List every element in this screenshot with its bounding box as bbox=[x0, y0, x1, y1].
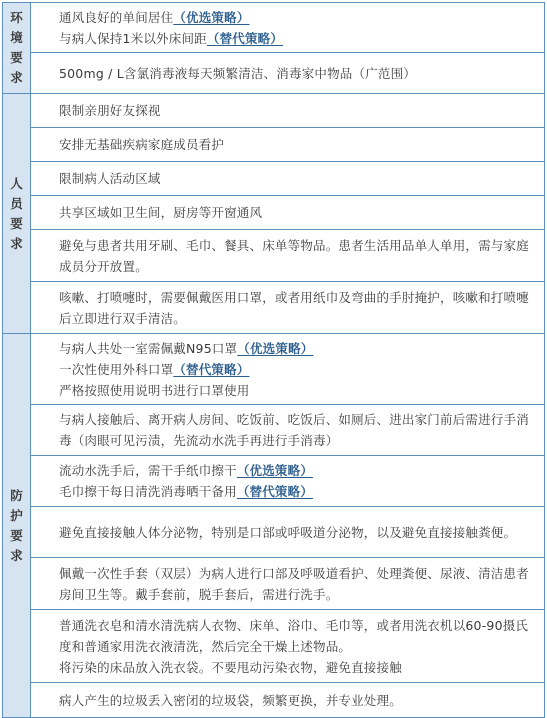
home-isolation-guideline-table bbox=[2, 2, 545, 718]
alternative-strategy-label: （替代策略） bbox=[173, 361, 250, 377]
preferred-strategy-label: （优选策略） bbox=[237, 340, 314, 356]
item-text: 流动水洗手后，需干手纸巾擦干 bbox=[59, 463, 237, 478]
category-environment bbox=[3, 3, 31, 94]
protect-row-2 bbox=[3, 405, 545, 456]
people-row-6 bbox=[3, 282, 545, 334]
category-char: 防 bbox=[10, 487, 23, 503]
people-item-cough-etiquette: 咳嗽、打喷嚏时，需要佩戴医用口罩，或者用纸巾及弯曲的手肘掩护，咳嗽和打喷嚏后立即进行双手清洁。 bbox=[31, 282, 545, 334]
people-row-5 bbox=[3, 230, 545, 282]
env-item-disinfection: 500mg / L含氯消毒液每天频繁清洁、消毒家中物品（广范围） bbox=[31, 53, 545, 94]
protect-item-avoid-secretions: 避免直接接触人体分泌物，特别是口部或呼吸道分泌物，以及避免直接接触粪便。 bbox=[31, 507, 545, 558]
category-char: 人 bbox=[10, 175, 23, 191]
category-char: 要 bbox=[10, 215, 23, 231]
category-char: 要 bbox=[10, 527, 23, 543]
env-row-2 bbox=[3, 53, 545, 94]
protect-row-6 bbox=[3, 610, 545, 683]
category-char: 求 bbox=[10, 235, 23, 251]
protect-row-3 bbox=[3, 456, 545, 507]
protect-item-masks bbox=[31, 334, 545, 405]
category-char: 环 bbox=[10, 10, 23, 25]
item-text: 与病人保持1米以外床间距 bbox=[59, 30, 207, 46]
env-row-1 bbox=[3, 3, 545, 53]
item-text: 毛巾擦干每日清洗消毒晒干备用 bbox=[59, 484, 237, 499]
protect-item-garbage: 病人产生的垃圾丢入密闭的垃圾袋，频繁更换，并专业处理。 bbox=[31, 683, 545, 718]
alternative-strategy-label: （替代策略） bbox=[236, 484, 314, 499]
protect-row-1 bbox=[3, 334, 545, 405]
people-row-2 bbox=[3, 128, 545, 162]
category-char: 员 bbox=[10, 195, 23, 211]
env-item-ventilation bbox=[31, 3, 545, 53]
category-personnel bbox=[3, 94, 31, 334]
protect-item-hand-disinfection: 与病人接触后、离开病人房间、吃饭前、吃饭后、如厕后、进出家门前后需进行手消毒（肉眼可见污渍，先流动水洗手再进行手消毒） bbox=[31, 405, 545, 456]
preferred-strategy-label: （优选策略） bbox=[173, 9, 250, 25]
protect-row-5 bbox=[3, 558, 545, 610]
item-text: 严格按照使用说明书进行口罩使用 bbox=[59, 382, 250, 398]
item-text: 与病人共处一室需佩戴N95口罩 bbox=[59, 340, 238, 356]
category-char: 求 bbox=[10, 70, 23, 85]
category-char: 求 bbox=[10, 547, 23, 563]
people-item-limit-visits: 限制亲朋好友探视 bbox=[31, 94, 545, 128]
item-text: 通风良好的单间居住 bbox=[59, 9, 174, 25]
protect-row-7 bbox=[3, 683, 545, 718]
alternative-strategy-label: （替代策略） bbox=[206, 30, 284, 46]
people-row-1 bbox=[3, 94, 545, 128]
people-item-caregiver: 安排无基础疾病家庭成员看护 bbox=[31, 128, 545, 162]
people-item-shared-area: 共享区域如卫生间，厨房等开窗通风 bbox=[31, 196, 545, 230]
people-item-activity-area: 限制病人活动区域 bbox=[31, 162, 545, 196]
people-row-4 bbox=[3, 196, 545, 230]
category-char: 护 bbox=[10, 507, 23, 523]
category-protection bbox=[3, 334, 31, 718]
protect-item-gloves: 佩戴一次性手套（双层）为病人进行口部及呼吸道看护、处理粪便、尿液、清洁患者房间卫生等。戴手套前，脱手套后，需进行洗手。 bbox=[31, 558, 545, 610]
category-char: 境 bbox=[10, 30, 23, 45]
item-text: 一次性使用外科口罩 bbox=[59, 361, 174, 377]
protect-row-4 bbox=[3, 507, 545, 558]
protect-item-hand-drying bbox=[31, 456, 545, 507]
preferred-strategy-label: （优选策略） bbox=[236, 463, 314, 478]
category-char: 要 bbox=[10, 50, 23, 65]
people-item-personal-items: 避免与患者共用牙刷、毛巾、餐具、床单等物品。患者生活用品单人单用，需与家庭成员分开放置。 bbox=[31, 230, 545, 282]
protect-item-laundry: 普通洗衣皂和清水清洗病人衣物、床单、浴巾、毛巾等，或者用洗衣机以60-90摄氏度和普通家用洗衣液清洗，然后完全干燥上述物品。 将污染的床品放入洗衣袋。不要甩动污染衣物，避免直接接触 bbox=[31, 610, 545, 683]
people-row-3 bbox=[3, 162, 545, 196]
